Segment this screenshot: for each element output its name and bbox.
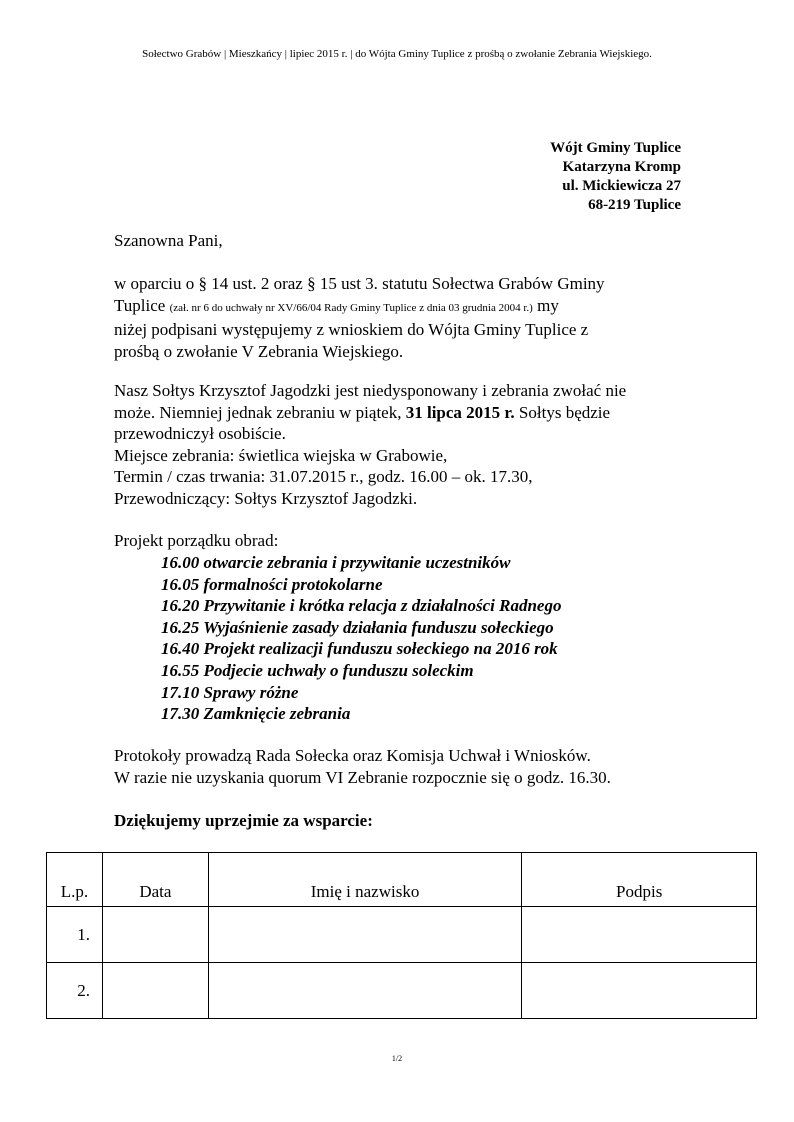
page-header: Sołectwo Grabów | Mieszkańcy | lipiec 2015 r. | do Wójta Gminy Tuplice z prośbą o zwołanie Zebrania Wiejskiego.	[142, 48, 652, 60]
agenda-title: Projekt porządku obrad:	[114, 531, 279, 550]
paragraph-line: W razie nie uzyskania quorum VI Zebranie rozpocznie się o godz. 16.30.	[114, 767, 611, 787]
name-cell[interactable]	[208, 907, 522, 963]
paragraph-line: w oparciu o § 14 ust. 2 oraz § 15 ust 3. statutu Sołectwa Grabów Gminy	[114, 274, 605, 293]
paragraph-line	[114, 402, 704, 424]
date-cell[interactable]	[102, 963, 208, 1019]
recipient-address	[550, 139, 681, 215]
meeting-chair: Przewodniczący: Sołtys Krzysztof Jagodzki.	[114, 488, 418, 508]
paragraph-request	[114, 273, 704, 362]
table-row	[47, 963, 757, 1019]
agenda-item: 16.20 Przywitanie i krótka relacja z działalności Radnego	[161, 596, 562, 616]
paragraph-line: przewodniczył osobiście.	[114, 424, 286, 443]
paragraph-line	[114, 295, 704, 320]
agenda-item: 16.00 otwarcie zebrania i przywitanie uczestników	[161, 553, 511, 572]
paragraph-line: prośbą o zwołanie V Zebrania Wiejskiego.	[114, 341, 404, 361]
recipient-city: 68-219 Tuplice	[588, 197, 681, 213]
agenda-item: 17.30 Zamknięcie zebrania	[161, 704, 351, 724]
column-header: Data	[102, 853, 208, 907]
agenda-item: 16.05 formalności protokolarne	[161, 574, 383, 594]
meeting-time: Termin / czas trwania: 31.07.2015 r., godz. 16.00 – ok. 17.30,	[114, 467, 533, 486]
column-header: Imię i nazwisko	[208, 853, 522, 907]
statute-reference: (zał. nr 6 do uchwały nr XV/66/04 Rady Gminy Tuplice z dnia 03 grudnia 2004 r.)	[169, 301, 533, 314]
text-span: my	[532, 295, 559, 315]
name-cell[interactable]	[208, 963, 522, 1019]
signature-table	[46, 852, 757, 1019]
agenda-item: 16.25 Wyjaśnienie zasady działania funduszu sołeckiego	[161, 617, 554, 637]
paragraph-meeting-info	[114, 380, 704, 509]
date-cell[interactable]	[102, 907, 208, 963]
meeting-date: 31 lipca 2015 r.	[405, 402, 515, 422]
recipient-street: ul. Mickiewicza 27	[562, 178, 681, 194]
page-number: 1/2	[391, 1054, 403, 1063]
paragraph-line: Protokoły prowadzą Rada Sołecka oraz Komisja Uchwał i Wniosków.	[114, 746, 591, 765]
signature-cell[interactable]	[522, 963, 757, 1019]
column-header: Podpis	[522, 853, 757, 907]
text-span: Tuplice	[114, 295, 170, 315]
signature-cell[interactable]	[522, 907, 757, 963]
column-header: L.p.	[47, 853, 103, 907]
text-span: Sołtys będzie	[514, 402, 611, 422]
agenda-item: 17.10 Sprawy różne	[161, 682, 299, 702]
text-span: może. Niemniej jednak zebraniu w piątek,	[114, 402, 406, 422]
paragraph-line: Nasz Sołtys Krzysztof Jagodzki jest niedysponowany i zebrania zwołać nie	[114, 381, 627, 400]
agenda-item: 16.40 Projekt realizacji funduszu sołeckiego na 2016 rok	[161, 639, 558, 659]
recipient-title: Wójt Gminy Tuplice	[550, 140, 681, 156]
paragraph-line: niżej podpisani występujemy z wnioskiem do Wójta Gminy Tuplice z	[114, 320, 589, 339]
salutation: Szanowna Pani,	[114, 231, 223, 250]
agenda-item: 16.55 Podjecie uchwały o funduszu soleckim	[161, 660, 474, 680]
row-number: 2.	[47, 963, 103, 1019]
closing-paragraph	[114, 745, 704, 788]
thanks-heading: Dziękujemy uprzejmie za wsparcie:	[114, 811, 373, 830]
row-number: 1.	[47, 907, 103, 963]
recipient-name: Katarzyna Kromp	[562, 159, 681, 175]
meeting-place: Miejsce zebrania: świetlica wiejska w Grabowie,	[114, 445, 448, 465]
agenda-list	[161, 552, 561, 725]
table-header-row	[47, 853, 757, 907]
table-row	[47, 907, 757, 963]
